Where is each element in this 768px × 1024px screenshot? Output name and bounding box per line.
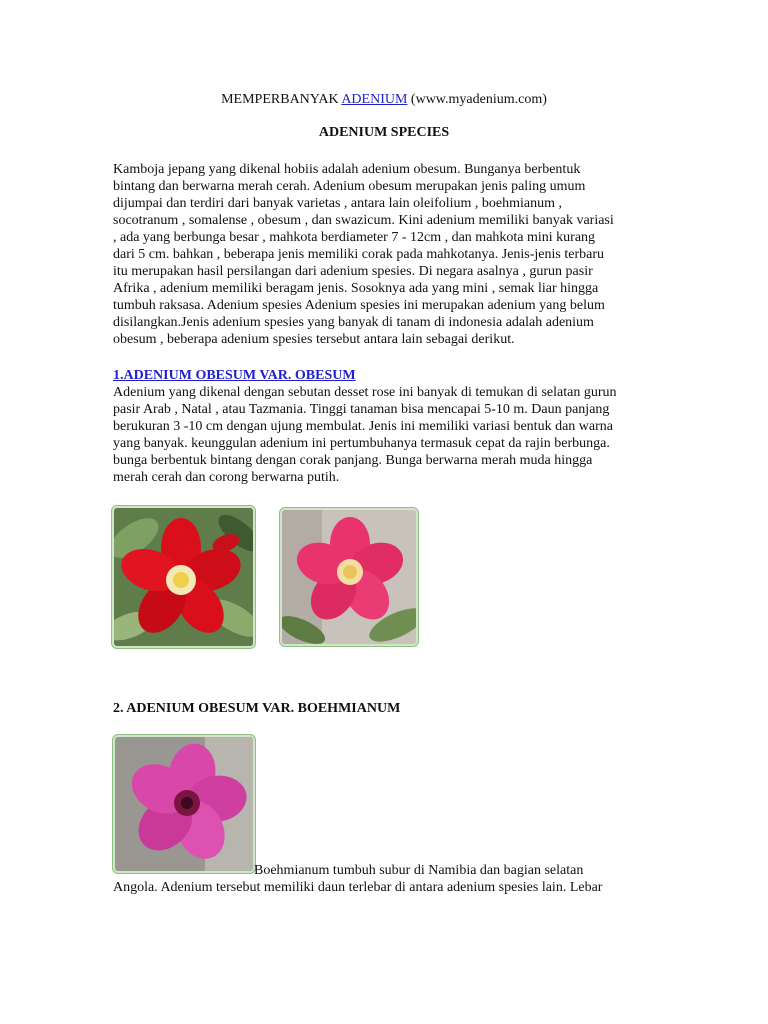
paragraph-line: yang banyak. keunggulan adenium ini pertumbuhanya termasuk cepat da rajin berbunga. — [113, 436, 610, 451]
paragraph-line: tumbuh raksasa. Adenium spesies Adenium spesies ini merupakan adenium yang belum — [113, 298, 605, 313]
page-title: ADENIUM SPECIES — [318, 125, 450, 140]
paragraph-line: berukuran 3 -10 cm dengan ujung membulat. Jenis ini memiliki variasi bentuk dan warna — [113, 419, 613, 434]
paragraph-line: , ada yang berbunga besar , mahkota berdiameter 7 - 12cm , dan mahkota mini kurang — [113, 230, 596, 245]
section2-caption-second: Angola. Adenium tersebut memiliki daun terlebar di antara adenium spesies lain. Lebar — [113, 880, 603, 895]
paragraph-line: Adenium yang dikenal dengan sebutan desset rose ini banyak di temukan di selatan gurun — [113, 385, 617, 400]
magenta-flower-image — [115, 737, 253, 871]
red-adenium-photo — [114, 508, 253, 646]
intro-paragraph — [113, 161, 653, 348]
paragraph-line: Kamboja jepang yang dikenal hobiis adalah adenium obesum. Bunganya berbentuk — [113, 162, 581, 177]
adenium-link[interactable]: ADENIUM — [341, 92, 408, 107]
section2-caption-first: Boehmianum tumbuh subur di Namibia dan bagian selatan — [254, 863, 584, 878]
paragraph-line: obesum , beberapa adenium spesies tersebut antara lain sebagai derikut. — [113, 332, 515, 347]
paragraph-line: bunga berbentuk bintang dengan corak panjang. Bunga berwarna merah muda hingga — [113, 453, 593, 468]
paragraph-line: dari 5 cm. bahkan , beberapa jenis memiliki corak pada mahkotanya. Jenis-jenis terbaru — [113, 247, 604, 262]
paragraph-line: socotranum , somalense , obesum , dan swazicum. Kini adenium memiliki banyak variasi — [113, 213, 614, 228]
header-suffix: (www.myadenium.com) — [407, 92, 547, 107]
paragraph-line: merah cerah dan corong berwarna putih. — [113, 470, 340, 485]
paragraph-line: itu merupakan hasil persilangan dari adenium spesies. Di negara asalnya , gurun pasir — [113, 264, 593, 279]
section1-paragraph — [113, 384, 653, 486]
paragraph-line: pasir Arab , Natal , atau Tazmania. Tinggi tanaman bisa mencapai 5-10 m. Daun panjang — [113, 402, 610, 417]
paragraph-line: dijumpai dan terdiri dari banyak varietas , antara lain oleifolium , boehmianum , — [113, 196, 563, 211]
section1-heading — [113, 368, 356, 384]
red-flower-image — [114, 508, 253, 646]
paragraph-line: disilangkan.Jenis adenium spesies yang banyak di tanam di indonesia adalah adenium — [113, 315, 594, 330]
document-header — [0, 92, 768, 108]
magenta-adenium-photo — [115, 737, 253, 871]
section2-heading: 2. ADENIUM OBESUM VAR. BOEHMIANUM — [113, 701, 401, 716]
paragraph-line: bintang dan berwarna merah cerah. Adenium obesum merupakan jenis paling umum — [113, 179, 586, 194]
pink-flower-image — [282, 510, 416, 644]
section1-heading-link[interactable]: 1.ADENIUM OBESUM VAR. OBESUM — [113, 368, 356, 383]
header-prefix: MEMPERBANYAK — [221, 92, 342, 107]
paragraph-line: Afrika , adenium memiliki beragam jenis. Sosoknya ada yang mini , semak liar hingga — [113, 281, 599, 296]
pink-adenium-photo — [282, 510, 416, 644]
